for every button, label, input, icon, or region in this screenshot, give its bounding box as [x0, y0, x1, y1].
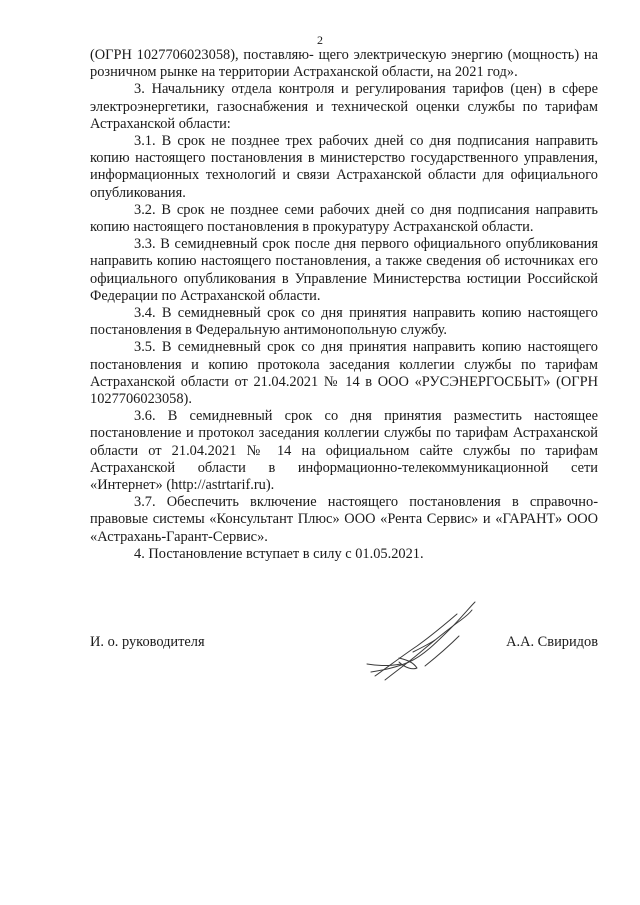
paragraph-item-3: 3. Начальнику отдела контроля и регулирования тарифов (цен) в сфере электроэнергетики, газоснабжения и технической оценки службы по тарифам Астраханской области: — [90, 81, 598, 132]
handwritten-signature — [365, 600, 485, 682]
page-number: 2 — [317, 33, 323, 47]
document-body — [90, 47, 598, 563]
signatory-name: А.А. Свиридов — [506, 634, 598, 650]
paragraph-continuation: (ОГРН 1027706023058), поставляю- щего электрическую энергию (мощность) на розничном рынке на территории Астраханской области, на 2021 год». — [90, 47, 598, 81]
signatory-position: И. о. руководителя — [90, 634, 205, 650]
paragraph-item-3-2: 3.2. В срок не позднее семи рабочих дней со дня подписания направить копию настоящего постановления в прокуратуру Астраханской области. — [90, 201, 598, 236]
paragraph-item-3-6: 3.6. В семидневный срок со дня принятия разместить настоящее постановление и протокол заседания коллегии службы по тарифам Астраханской области от 21.04.2021 № 14 на официальном сайте службы по тарифам Астраханской области в информационно-телекоммуникационной сети «Интернет» (http://astrtarif.ru). — [90, 408, 598, 494]
paragraph-item-3-4: 3.4. В семидневный срок со дня принятия направить копию настоящего постановления в Федеральную антимонопольную службу. — [90, 305, 598, 339]
paragraph-item-3-1: 3.1. В срок не позднее трех рабочих дней со дня подписания направить копию настоящего постановления в министерство государственного управления, информационных технологий и связи Астраханской области для официального опубликования. — [90, 133, 598, 201]
paragraph-item-3-7: 3.7. Обеспечить включение настоящего постановления в справочно-правовые системы «Консультант Плюс» ООО «Рента Сервис» и «ГАРАНТ» ООО «Астрахань-Гарант-Сервис». — [90, 494, 598, 545]
paragraph-item-3-3: 3.3. В семидневный срок после дня первого официального опубликования направить копию настоящего постановления, а также сведения об источниках его официального опубликования в Управление Министерства юстиции Российской Федерации по Астраханской области. — [90, 236, 598, 304]
signature-block — [90, 628, 598, 688]
paragraph-item-4: 4. Постановление вступает в силу с 01.05.2021. — [134, 545, 424, 562]
paragraph-item-3-5: 3.5. В семидневный срок со дня принятия направить копию настоящего постановления и копию протокола заседания коллегии службы по тарифам Астраханской области от 21.04.2021 № 14 в ООО «РУСЭНЕРГОСБЫТ» (ОГРН 1027706023058). — [90, 339, 598, 408]
